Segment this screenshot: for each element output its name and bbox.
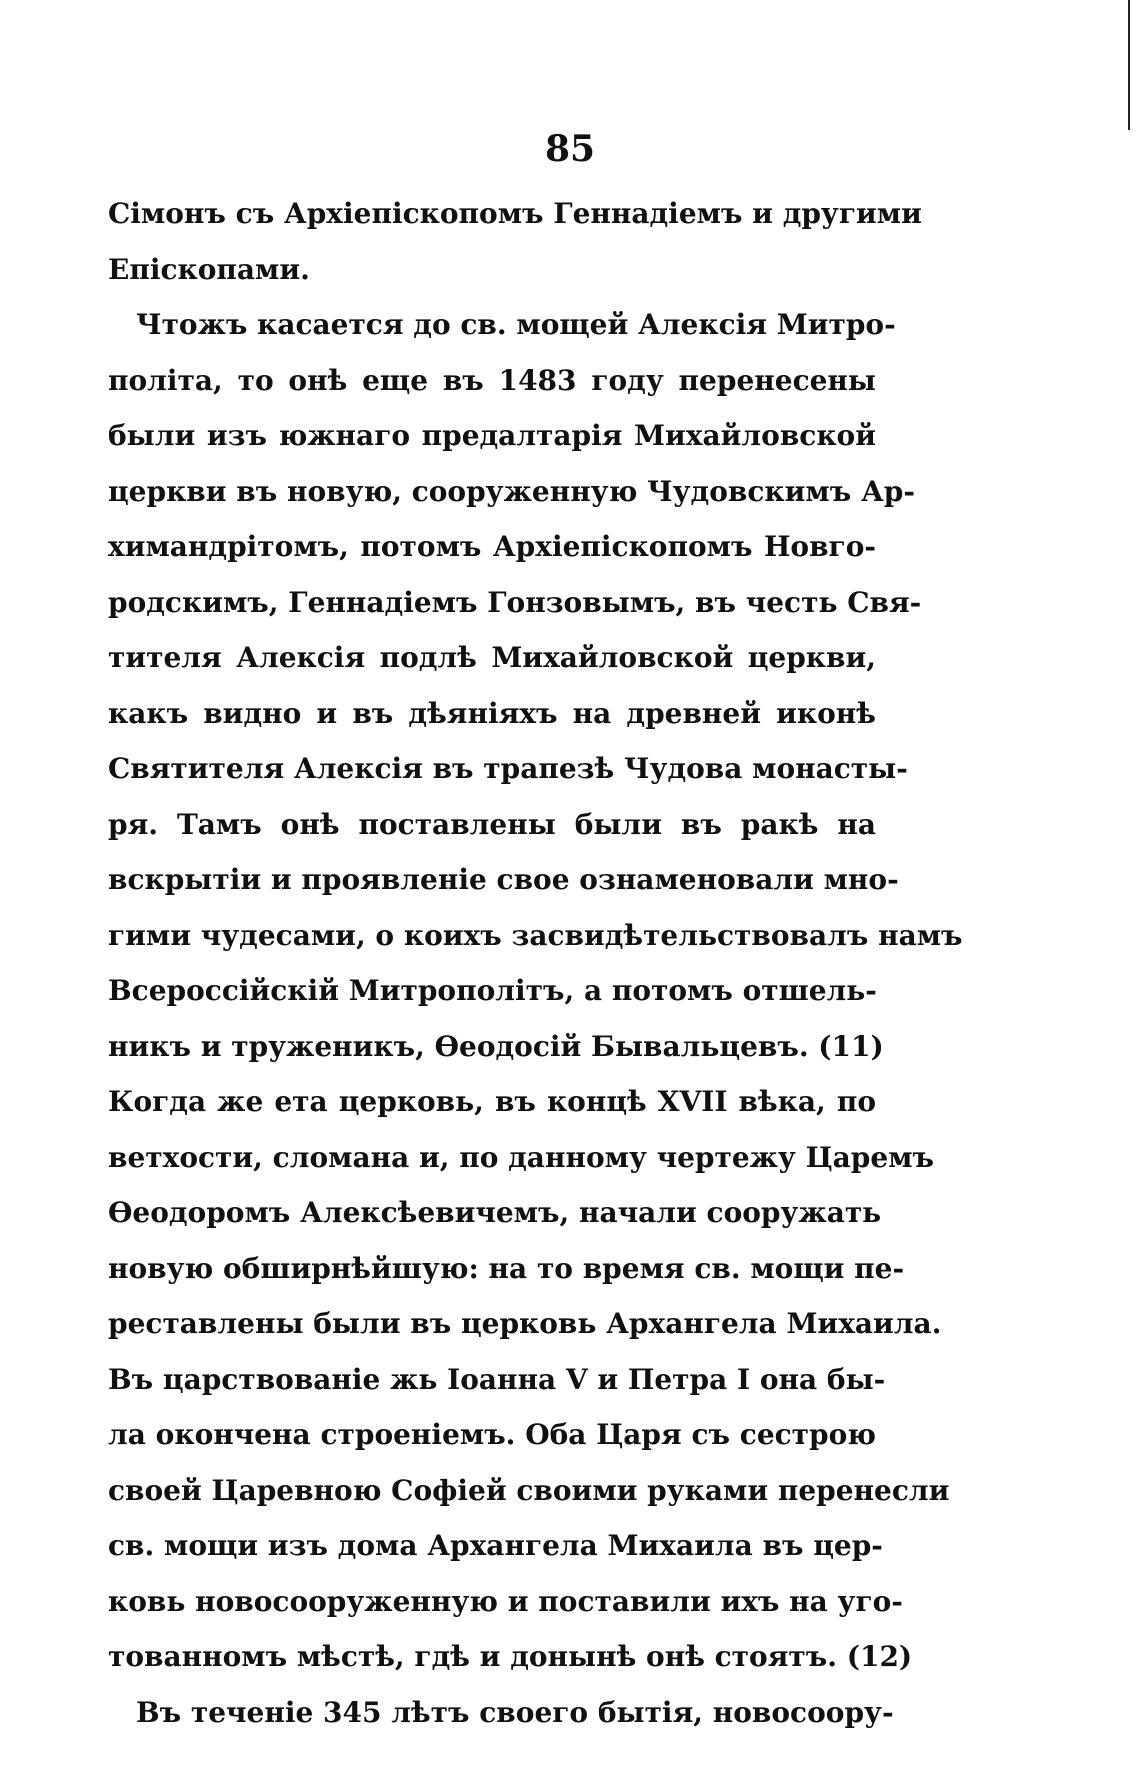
- page-number: 85: [544, 128, 596, 170]
- text-line: тованномъ мѣстѣ, гдѣ и донынѣ онѣ стоятъ. (12): [108, 1640, 913, 1673]
- body-text: [108, 186, 963, 1740]
- text-line: Въ царствованіе жь Іоанна V и Петра I она бы-: [108, 1362, 886, 1396]
- text-line: какъ видно и въ дѣяніяхъ на древней иконѣ: [108, 696, 876, 730]
- text-line: ветхости, сломана и, по данному чертежу Царемъ: [108, 1140, 934, 1174]
- text-line: тителя Алексія подлѣ Михайловской церкви,: [108, 641, 876, 674]
- text-line: Сімонъ съ Архіепіскопомъ Геннадіемъ и другими: [108, 197, 922, 230]
- scan-edge-line: [1128, 0, 1130, 130]
- text-line: церкви въ новую, сооруженную Чудовскимъ Ар-: [108, 474, 915, 508]
- text-line: гими чудесами, о коихъ засвидѣтельствовалъ намъ: [108, 918, 963, 952]
- text-line: св. мощи изъ дома Архангела Михаила въ цер-: [108, 1529, 883, 1562]
- text-line: Святителя Алексія въ трапезѣ Чудова монасты-: [108, 752, 908, 785]
- text-line: новую обширнѣйшую: на то время св. мощи пе-: [108, 1251, 905, 1285]
- text-line: своей Царевною Софіей своими руками перенесли: [108, 1473, 950, 1507]
- text-line: родскимъ, Геннадіемъ Гонзовымъ, въ честь Свя-: [108, 585, 922, 619]
- text-line: вскрытіи и проявленіе свое ознаменовали мно-: [108, 863, 899, 896]
- text-line: Ѳеодоромъ Алексѣевичемъ, начали сооружать: [108, 1196, 882, 1229]
- text-line: ковь новосооруженную и поставили ихъ на уго-: [108, 1584, 903, 1618]
- text-line: Епіскопами.: [108, 252, 310, 286]
- text-line: реставлены были въ церковь Архангела Михаила.: [108, 1307, 942, 1340]
- text-line: никъ и труженикъ, Ѳеодосій Бывальцевъ. (11): [108, 1029, 884, 1063]
- text-line: Въ теченіе 345 лѣтъ своего бытія, новосоору-: [136, 1695, 894, 1729]
- text-line: Чтожъ касается до св. мощей Алексія Митро-: [136, 308, 896, 341]
- text-line: Когда же ета церковь, въ концѣ XVII вѣка, по: [108, 1085, 876, 1118]
- text-line: політа, то онѣ еще въ 1483 году перенесены: [108, 363, 876, 397]
- text-line: ря. Тамъ онѣ поставлены были въ ракѣ на: [108, 807, 876, 841]
- text-line: химандрітомъ, потомъ Архіепіскопомъ Новго-: [108, 530, 876, 563]
- text-line: ла окончена строеніемъ. Оба Царя съ сестрою: [108, 1418, 876, 1451]
- text-line: Всероссійскій Митрополітъ, а потомъ отшель-: [108, 974, 877, 1007]
- text-line: были изъ южнаго предалтарія Михайловской: [108, 419, 876, 452]
